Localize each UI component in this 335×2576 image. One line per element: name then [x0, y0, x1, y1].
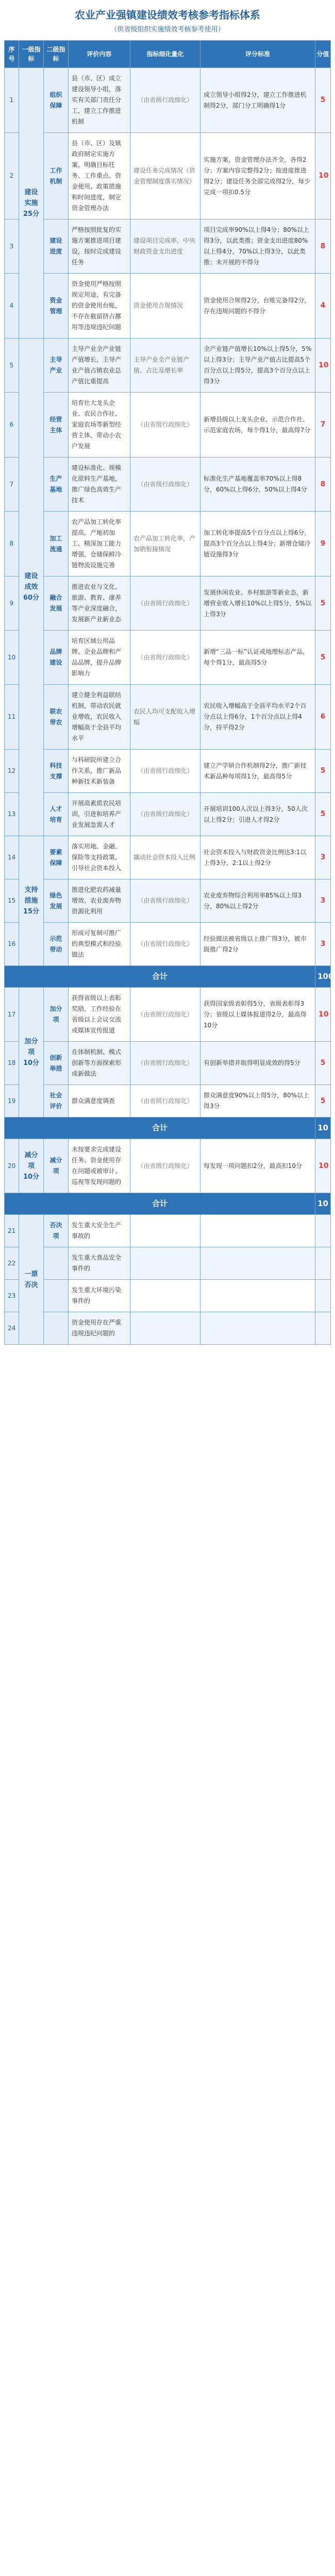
indicator-detail: （由省级行政细化） — [130, 393, 200, 457]
score-value: 3 — [315, 836, 331, 879]
level2-cell: 工作机制 — [44, 133, 69, 219]
table-row — [5, 836, 331, 879]
level2-cell: 减分项 — [44, 1139, 69, 1193]
score-value — [315, 1215, 331, 1247]
level2-cell: 绿色发展 — [44, 879, 69, 923]
eval-content: 开展高素质农民培训，引进和培养产业发展急需人才 — [69, 793, 130, 836]
score-value: 5 — [315, 1085, 331, 1117]
level2-cell — [44, 1280, 69, 1312]
score-value: 5 — [315, 577, 331, 631]
indicator-detail — [130, 1280, 200, 1312]
score-value: 6 — [315, 685, 331, 750]
level1-weight: 10分 — [23, 1059, 40, 1067]
score-criteria: 群众满意度90%以上得5分，80%以上得3分 — [200, 1085, 315, 1117]
level2-cell: 否决项 — [44, 1215, 69, 1247]
indicator-detail — [130, 1215, 200, 1247]
level2-cell: 联农带农 — [44, 685, 69, 750]
indicator-detail: 农产品加工转化率，产加销衔接情况 — [130, 512, 200, 577]
row-num: 23 — [5, 1280, 19, 1312]
score-value: 10 — [315, 338, 331, 393]
level2-cell: 创新举措 — [44, 1042, 69, 1085]
indicator-table — [4, 40, 334, 1345]
score-criteria: 农业废弃物综合利用率85%以上得3分，80%以上得2分 — [200, 879, 315, 923]
header-eval: 评价内容 — [69, 41, 130, 68]
eval-content: 发生重大食品安全事件的 — [69, 1247, 130, 1280]
indicator-detail: 主导产业全产业链产值、占比及增长率 — [130, 338, 200, 393]
score-criteria: 开展培训100人次以上得3分，50人次以上得2分；引进人才得2分 — [200, 793, 315, 836]
score-criteria: 新增“三品一标”认证或地理标志产品，每个得1分，最高得5分 — [200, 631, 315, 685]
score-value: 5 — [315, 750, 331, 793]
indicator-detail: 建设项目完成率，中央财政资金支出进度 — [130, 219, 200, 274]
score-criteria: 实施方案、资金管理办法齐全，各得2分；方案内容完整得2分；按进度推进得2分；建设任务全部完成得2分，每少完成一项扣0.5分 — [200, 133, 315, 219]
score-criteria — [200, 1280, 315, 1312]
indicator-detail: （由省级行政细化） — [130, 1085, 200, 1117]
level2-cell: 品牌建设 — [44, 631, 69, 685]
eval-content: 培育区域公用品牌、企业品牌和产品品牌，提升品牌影响力 — [69, 631, 130, 685]
header-criteria: 评分标准 — [200, 41, 315, 68]
row-num: 18 — [5, 1042, 19, 1085]
table-row — [5, 1215, 331, 1247]
score-criteria: 建立产学研合作机制得2分，推广新技术新品种每项得1分，最高得5分 — [200, 750, 315, 793]
level1-weight: 60分 — [23, 594, 40, 602]
indicator-detail: （由省级行政细化） — [130, 923, 200, 966]
total-row — [5, 1193, 331, 1215]
level1-label: 减分项 — [24, 1151, 38, 1170]
score-criteria: 每发现一项问题扣2分，最高扣10分 — [200, 1139, 315, 1193]
table-row — [5, 1247, 331, 1280]
header-req: 指标细化量化 — [130, 41, 200, 68]
score-criteria: 有创新举措并取得明显成效的得5分 — [200, 1042, 315, 1085]
score-value: 3 — [315, 923, 331, 966]
row-num: 19 — [5, 1085, 19, 1117]
indicator-detail: （由省级行政细化） — [130, 750, 200, 793]
row-num: 4 — [5, 274, 19, 338]
table-header-row — [5, 41, 331, 68]
row-num: 8 — [5, 512, 19, 577]
indicator-detail: 建设任务完成情况（资金管理制度落实情况） — [130, 133, 200, 219]
eval-content: 资金使用严格按照规定用途，有完备的资金使用台账，不存在截留挤占挪用等违规违纪问题 — [69, 274, 130, 338]
score-criteria: 农民收入增幅高于全县平均水平2个百分点以上得6分，1个百分点以上得4分，持平得2分 — [200, 685, 315, 750]
score-criteria: 成立领导小组得2分，建立工作推进机制得2分，部门分工明确得1分 — [200, 68, 315, 133]
score-criteria: 新增县级以上龙头企业、示范合作社、示范家庭农场，每个得1分，最高得7分 — [200, 393, 315, 457]
level2-cell: 融合发展 — [44, 577, 69, 631]
table-row — [5, 219, 331, 274]
level1-label: 一票否决 — [24, 1270, 38, 1289]
score-criteria — [200, 1247, 315, 1280]
eval-content: 落实用地、金融、保险等支持政策，引导社会资本投入 — [69, 836, 130, 879]
level2-cell: 组织保障 — [44, 68, 69, 133]
eval-content: 发生重大安全生产事故的 — [69, 1215, 130, 1247]
indicator-detail: （由省级行政细化） — [130, 577, 200, 631]
level2-cell: 加分项 — [44, 988, 69, 1042]
indicator-detail: （由省级行政细化） — [130, 879, 200, 923]
total-label: 合计 — [5, 1193, 315, 1215]
score-criteria: 加工转化率提高5个百分点以上得6分，提高3个百分点以上得4分；新增仓储冷链设施得3分 — [200, 512, 315, 577]
row-num: 3 — [5, 219, 19, 274]
eval-content: 推进农业与文化、旅游、教育、康养等产业深度融合，发展新产业新业态 — [69, 577, 130, 631]
table-row — [5, 393, 331, 457]
level2-cell: 社会评价 — [44, 1085, 69, 1117]
score-value — [315, 1280, 331, 1312]
score-value: 10 — [315, 988, 331, 1042]
page-title: 农业产业强镇建设绩效考核参考指标体系 — [75, 9, 260, 21]
header-level1: 一级指标 — [19, 41, 44, 68]
level2-cell: 示范带动 — [44, 923, 69, 966]
row-num: 22 — [5, 1247, 19, 1280]
total-score: 100 — [315, 966, 331, 988]
score-criteria: 发展休闲农业、乡村旅游等新业态，新增营业收入增长10%以上得5分，5%以上得3分 — [200, 577, 315, 631]
eval-content: 培育壮大龙头企业、农民合作社、家庭农场等新型经营主体，带动小农户发展 — [69, 393, 130, 457]
table-row — [5, 133, 331, 219]
score-value: 8 — [315, 457, 331, 512]
indicator-detail: （由省级行政细化） — [130, 631, 200, 685]
level2-cell: 经营主体 — [44, 393, 69, 457]
row-num: 15 — [5, 879, 19, 923]
level2-cell: 人才培育 — [44, 793, 69, 836]
score-value: 5 — [315, 793, 331, 836]
score-value — [315, 1312, 331, 1345]
table-row — [5, 793, 331, 836]
level1-cell — [19, 1139, 44, 1193]
level2-cell — [44, 1247, 69, 1280]
table-row — [5, 631, 331, 685]
total-row — [5, 1117, 331, 1139]
level2-cell: 主导产业 — [44, 338, 69, 393]
row-num: 13 — [5, 793, 19, 836]
indicator-detail: （由省级行政细化） — [130, 457, 200, 512]
header-level2: 二级指标 — [44, 41, 69, 68]
eval-content: 与科研院所建立合作关系，推广新品种新技术新装备 — [69, 750, 130, 793]
header-score: 分值 — [315, 41, 331, 68]
level2-cell — [44, 1312, 69, 1345]
indicator-detail: （由省级行政细化） — [130, 988, 200, 1042]
level1-cell — [19, 988, 44, 1117]
indicator-detail: （由省级行政细化） — [130, 68, 200, 133]
indicator-detail: （由省级行政细化） — [130, 1042, 200, 1085]
eval-content: 形成可复制可推广的典型模式和经验做法 — [69, 923, 130, 966]
level2-cell: 生产基地 — [44, 457, 69, 512]
eval-content: 县（市、区）及镇政府制定实施方案，明确目标任务、工作重点、资金使用、政策措施和时间进度，制定资金管理办法 — [69, 133, 130, 219]
score-criteria: 资金使用合规得2分，台账完备得2分，存在违规问题的不得分 — [200, 274, 315, 338]
eval-content: 农产品加工转化率提高，产地初加工、精深加工能力增强，仓储保鲜冷链物流设施完善 — [69, 512, 130, 577]
page-subtitle: （供省级组织实施绩效考核参考使用） — [110, 26, 225, 33]
row-num: 20 — [5, 1139, 19, 1193]
indicator-detail: 撬动社会资本投入比例 — [130, 836, 200, 879]
score-value — [315, 1247, 331, 1280]
score-value: 3 — [315, 879, 331, 923]
row-num: 2 — [5, 133, 19, 219]
table-row — [5, 512, 331, 577]
score-value: 8 — [315, 219, 331, 274]
table-row — [5, 1280, 331, 1312]
score-criteria — [200, 1312, 315, 1345]
score-value: 5 — [315, 1042, 331, 1085]
table-row — [5, 879, 331, 923]
score-value: 9 — [315, 512, 331, 577]
eval-content: 严格按照批复的实施方案推进项目建设，按时完成建设任务 — [69, 219, 130, 274]
row-num: 14 — [5, 836, 19, 879]
row-num: 17 — [5, 988, 19, 1042]
row-num: 5 — [5, 338, 19, 393]
score-value: 4 — [315, 274, 331, 338]
score-value: 5 — [315, 631, 331, 685]
level2-cell: 科技支撑 — [44, 750, 69, 793]
score-criteria: 经验做法被省级以上推广得3分，被市级推广得2分 — [200, 923, 315, 966]
row-num: 24 — [5, 1312, 19, 1345]
level2-cell: 加工流通 — [44, 512, 69, 577]
score-criteria: 获得国家级表彰得5分，省级表彰得3分；省级以上媒体报道得2分，最高得10分 — [200, 988, 315, 1042]
eval-content: 在体制机制、模式创新等方面探索形成新做法 — [69, 1042, 130, 1085]
table-row — [5, 1139, 331, 1193]
table-row — [5, 457, 331, 512]
score-criteria: 全产业链产值增长10%以上得5分，5%以上得3分；主导产业产值占比提高5个百分点以上得5分，提高3个百分点以上得3分 — [200, 338, 315, 393]
indicator-detail: （由省级行政细化） — [130, 793, 200, 836]
eval-content: 建立健全利益联结机制，带动农民就业增收，农民收入增幅高于全县平均水平 — [69, 685, 130, 750]
table-row — [5, 988, 331, 1042]
row-num: 1 — [5, 68, 19, 133]
row-num: 11 — [5, 685, 19, 750]
row-num: 12 — [5, 750, 19, 793]
total-label: 合计 — [5, 1117, 315, 1139]
score-value: 7 — [315, 393, 331, 457]
score-value: 10 — [315, 1139, 331, 1193]
indicator-detail — [130, 1247, 200, 1280]
row-num: 9 — [5, 577, 19, 631]
eval-content: 资金使用存在严重违规违纪问题的 — [69, 1312, 130, 1345]
table-row — [5, 923, 331, 966]
eval-content: 获得省级以上表彰奖励，工作经验在省级以上会议交流或媒体宣传报道 — [69, 988, 130, 1042]
level1-weight: 15分 — [23, 908, 40, 916]
indicator-detail: 农民人均可支配收入增幅 — [130, 685, 200, 750]
row-num: 7 — [5, 457, 19, 512]
table-row — [5, 68, 331, 133]
table-row — [5, 685, 331, 750]
header-num: 序号 — [5, 41, 19, 68]
total-row — [5, 966, 331, 988]
indicator-detail: 资金使用合规情况 — [130, 274, 200, 338]
eval-content: 县（市、区）成立建设领导小组，落实有关部门责任分工，建立工作推进机制 — [69, 68, 130, 133]
eval-content: 群众满意度调查 — [69, 1085, 130, 1117]
total-score: 10 — [315, 1193, 331, 1215]
level1-label: 建设成效 — [24, 572, 38, 591]
row-num: 10 — [5, 631, 19, 685]
level1-cell — [19, 836, 44, 966]
eval-content: 推进化肥农药减量增效、农业废弃物资源化利用 — [69, 879, 130, 923]
level1-label: 加分项 — [24, 1038, 38, 1056]
row-num: 6 — [5, 393, 19, 457]
indicator-detail: （由省级行政细化） — [130, 1139, 200, 1193]
score-criteria: 标准化生产基地覆盖率70%以上得8分，60%以上得6分，50%以上得4分 — [200, 457, 315, 512]
level2-cell: 建设进度 — [44, 219, 69, 274]
table-row — [5, 750, 331, 793]
row-num: 16 — [5, 923, 19, 966]
total-score: 10 — [315, 1117, 331, 1139]
level1-cell — [19, 1215, 44, 1345]
eval-content: 发生重大环境污染事件的 — [69, 1280, 130, 1312]
eval-content: 建设标准化、规模化原料生产基地，推广绿色高效生产技术 — [69, 457, 130, 512]
eval-content: 主导产业全产业链产值增长，主导产业产值占镇农业总产值比重提高 — [69, 338, 130, 393]
table-row — [5, 1312, 331, 1345]
table-row — [5, 1085, 331, 1117]
table-row — [5, 1042, 331, 1085]
table-row — [5, 274, 331, 338]
level2-cell: 要素保障 — [44, 836, 69, 879]
table-body — [5, 68, 334, 1345]
score-criteria: 项目完成率90%以上得4分；80%以上得3分，以此类推；资金支出进度80%以上得4分，70%以上得3分，以此类推；未开展的不得分 — [200, 219, 315, 274]
level1-weight: 10分 — [23, 1173, 40, 1181]
total-label: 合计 — [5, 966, 315, 988]
table-row — [5, 577, 331, 631]
score-criteria — [200, 1215, 315, 1247]
score-value: 5 — [315, 68, 331, 133]
level1-label: 支持措施 — [24, 886, 38, 905]
level1-label: 建设实施 — [24, 188, 38, 207]
table-row — [5, 338, 331, 393]
level1-cell — [19, 68, 44, 338]
score-value: 10 — [315, 133, 331, 219]
level1-weight: 25分 — [23, 210, 40, 218]
row-num: 21 — [5, 1215, 19, 1247]
indicator-detail — [130, 1312, 200, 1345]
eval-content: 未按要求完成建设任务、资金使用存在问题或被审计、巡视等发现问题的 — [69, 1139, 130, 1193]
score-criteria: 社会资本投入与财政资金比例达3:1以上得3分，2:1以上得2分 — [200, 836, 315, 879]
level2-cell: 资金管理 — [44, 274, 69, 338]
level1-cell — [19, 338, 44, 836]
